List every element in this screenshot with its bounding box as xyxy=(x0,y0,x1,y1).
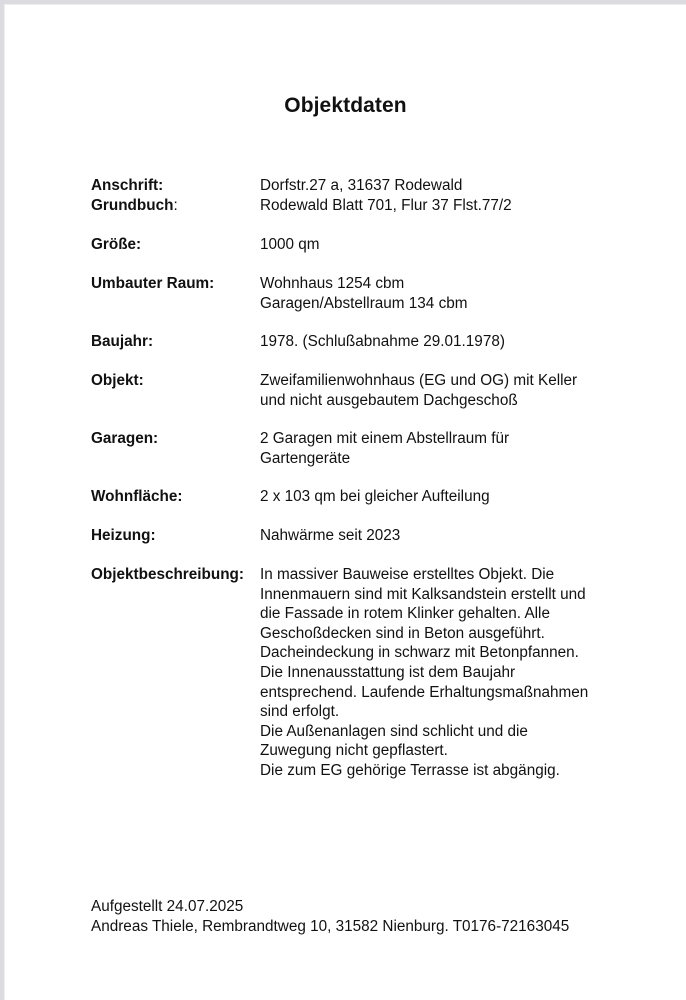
value-line: Zuwegung nicht gepflastert. xyxy=(260,742,448,760)
field-value xyxy=(260,371,577,410)
field-label: Objekt: xyxy=(91,372,144,389)
field-label-colon: : xyxy=(173,197,178,214)
value-line: Geschoßdecken sind in Beton ausgeführt. xyxy=(260,624,545,642)
value-line: sind erfolgt. xyxy=(260,703,340,721)
value-line: Rodewald Blatt 701, Flur 37 Flst.77/2 xyxy=(260,197,512,214)
footer-date: Aufgestellt 24.07.2025 xyxy=(91,898,244,915)
field-label: Anschrift: xyxy=(91,177,164,194)
value-line: 2 x 103 qm bei gleicher Aufteilung xyxy=(260,488,490,505)
field-value xyxy=(260,196,512,216)
value-line: Die Außenanlagen sind schlicht und die xyxy=(260,722,528,740)
footer-author-contact: Andreas Thiele, Rembrandtweg 10, 31582 Nienburg. T0176-72163045 xyxy=(91,917,570,935)
page-title-text: Objektdaten xyxy=(284,94,407,117)
field-value xyxy=(260,176,462,196)
value-line: 1000 qm xyxy=(260,236,320,253)
value-line: Dacheindeckung in schwarz mit Betonpfannen. xyxy=(260,644,579,662)
value-line: Nahwärme seit 2023 xyxy=(260,527,401,544)
document-footer xyxy=(91,897,569,936)
field-label: Wohnfläche: xyxy=(91,488,183,505)
value-line: Garagen/Abstellraum 134 cbm xyxy=(260,294,468,312)
document-page xyxy=(4,4,686,1000)
value-line: Die zum EG gehörige Terrasse ist abgängig. xyxy=(260,761,560,779)
value-line: Innenmauern sind mit Kalksandstein erstellt und xyxy=(260,585,586,603)
value-line: Wohnhaus 1254 cbm xyxy=(260,275,405,292)
field-label: Baujahr: xyxy=(91,333,154,350)
field-value xyxy=(260,332,505,352)
field-label xyxy=(91,196,178,216)
field-value xyxy=(260,565,588,781)
value-line: Zweifamilienwohnhaus (EG und OG) mit Keller xyxy=(260,372,578,389)
value-line: Die Innenausstattung ist dem Baujahr xyxy=(260,663,516,681)
page-title xyxy=(5,94,686,118)
field-label: Umbauter Raum: xyxy=(91,275,215,292)
value-line: Gartengeräte xyxy=(260,449,351,467)
field-label: Größe: xyxy=(91,236,142,253)
value-line: In massiver Bauweise erstelltes Objekt. Die xyxy=(260,566,555,583)
field-value xyxy=(260,487,490,507)
field-label: Heizung: xyxy=(91,527,156,544)
field-value xyxy=(260,526,400,546)
field-value xyxy=(260,235,320,255)
field-value xyxy=(260,274,467,313)
value-line: 2 Garagen mit einem Abstellraum für xyxy=(260,430,510,447)
field-label: Objektbeschreibung: xyxy=(91,566,244,583)
value-line: entsprechend. Laufende Erhaltungsmaßnahmen xyxy=(260,683,589,701)
value-line: die Fassade in rotem Klinker gehalten. Alle xyxy=(260,605,550,623)
field-label-text: Grundbuch xyxy=(91,197,174,214)
value-line: und nicht ausgebautem Dachgeschoß xyxy=(260,391,518,409)
field-label: Garagen: xyxy=(91,430,159,447)
field-value xyxy=(260,429,509,468)
value-line: Dorfstr.27 a, 31637 Rodewald xyxy=(260,177,463,194)
value-line: 1978. (Schlußabnahme 29.01.1978) xyxy=(260,333,505,350)
